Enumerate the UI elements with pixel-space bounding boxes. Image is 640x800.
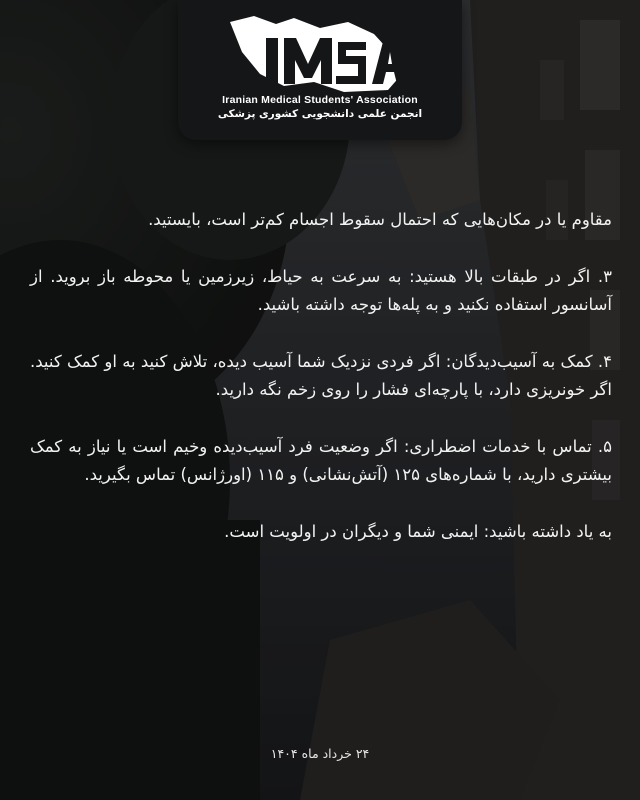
paragraph-emergency-services: ۵. تماس با خدمات اضطراری: اگر وضعیت فرد آسیب‌دیده وخیم است یا نیاز به کمک بیشتری دارید، با شماره‌های ۱۲۵ (آتش‌نشانی) و ۱۱۵ (اورژانس) تماس بگیرید. (30, 437, 612, 484)
logo-persian-title: انجمن علمی دانشجویی کشوری پزشکی (217, 108, 423, 120)
paragraph-help-injured: ۴. کمک به آسیب‌دیدگان: اگر فردی نزدیک شما آسیب دیده، تلاش کنید به او کمک کنید. اگر خونریزی دارد، با پارچه‌ای فشار را روی زخم نگه دارید. (30, 352, 612, 399)
paragraph-intro: مقاوم یا در مکان‌هایی که احتمال سقوط اجسام کم‌تر است، بایستید. (148, 210, 612, 229)
imsa-logo-icon (224, 12, 416, 94)
logo-card (178, 0, 462, 140)
article-body (30, 206, 612, 546)
logo-english-title: Iranian Medical Students' Association (222, 94, 418, 106)
date-label: ۲۴ خرداد ماه ۱۴۰۴ (270, 746, 370, 761)
paragraph-reminder: به یاد داشته باشید: ایمنی شما و دیگران در اولویت است. (224, 522, 612, 541)
paragraph-upper-floors: ۳. اگر در طبقات بالا هستید: به سرعت به حیاط، زیرزمین یا محوطه باز بروید. از آسانسور استفاده نکنید و به پله‌ها توجه داشته باشید. (30, 267, 612, 314)
